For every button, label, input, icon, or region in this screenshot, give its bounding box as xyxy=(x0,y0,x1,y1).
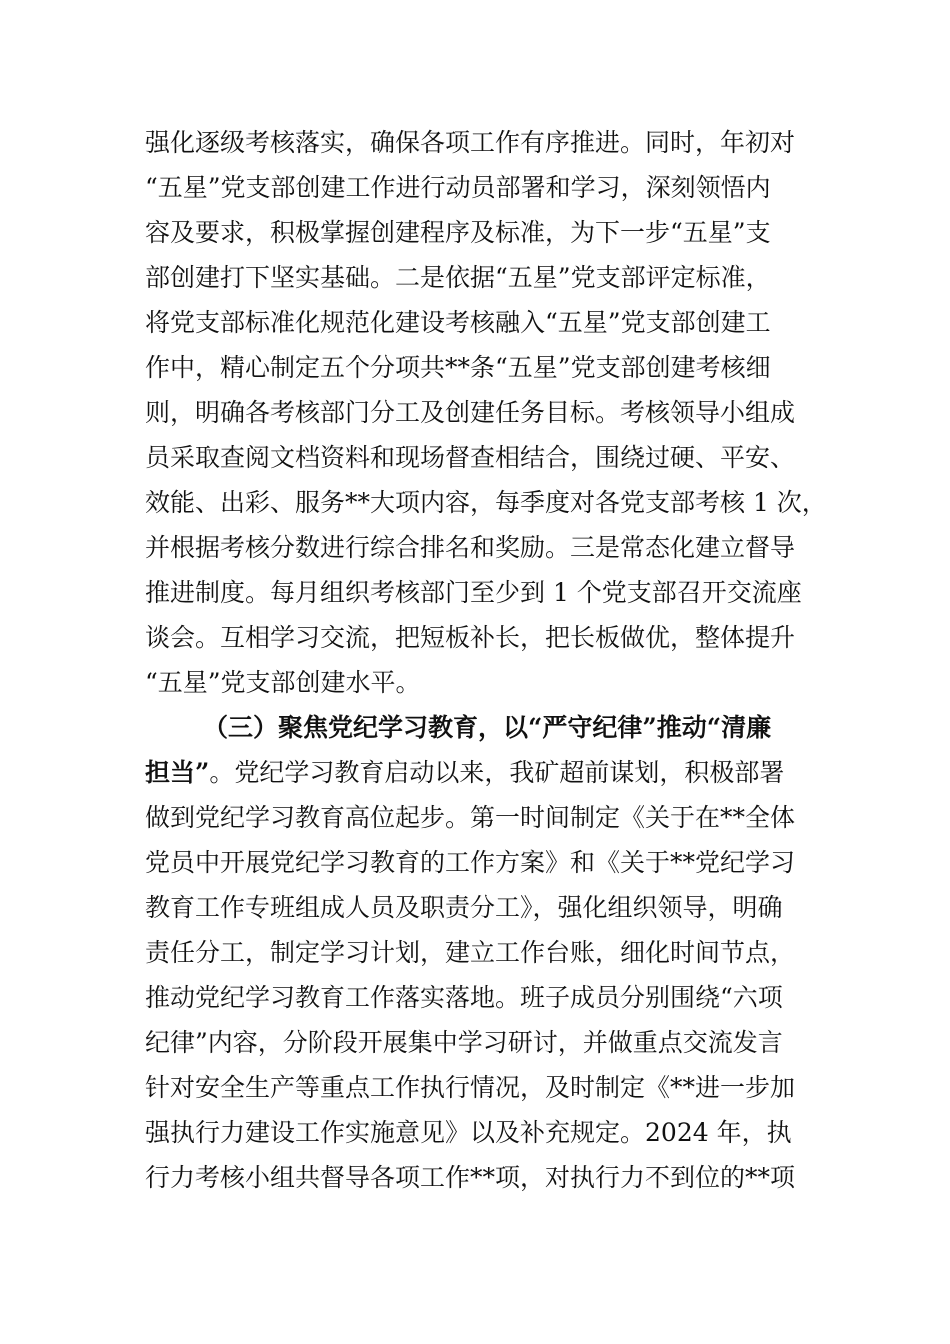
text-segment: 。党纪学习教育启动以来，我矿超前谋划，积极部署 xyxy=(209,758,785,787)
text-line: 行力考核小组共督导各项工作**项，对执行力不到位的**项 xyxy=(145,1163,796,1192)
text-line: 党员中开展党纪学习教育的工作方案》和《关于**党纪学习 xyxy=(145,848,796,877)
text-line: 做到党纪学习教育高位起步。第一时间制定《关于在**全体 xyxy=(145,803,796,832)
text-line: 容及要求，积极掌握创建程序及标准，为下一步“五星”支 xyxy=(145,218,771,247)
text-line: 效能、出彩、服务**大项内容，每季度对各党支部考核 1 次， xyxy=(145,488,827,517)
text-line: 并根据考核分数进行综合排名和奖励。三是常态化建立督导 xyxy=(145,533,796,562)
section-heading: （三）聚焦党纪学习教育，以“严守纪律”推动“清廉 xyxy=(203,713,772,742)
text-line: 责任分工，制定学习计划，建立工作台账，细化时间节点， xyxy=(145,938,796,967)
text-line: 作中，精心制定五个分项共**条“五星”党支部创建考核细 xyxy=(145,353,771,382)
text-line: 推进制度。每月组织考核部门至少到 1 个党支部召开交流座 xyxy=(145,578,802,607)
text-line: 则，明确各考核部门分工及创建任务目标。考核领导小组成 xyxy=(145,398,796,427)
text-line: 针对安全生产等重点工作执行情况，及时制定《**进一步加 xyxy=(145,1073,796,1102)
text-line: 强执行力建设工作实施意见》以及补充规定。2024 年，执 xyxy=(145,1118,792,1147)
paragraph-five-star-assessment xyxy=(145,120,827,705)
section-heading-continued: 担当” xyxy=(145,758,210,787)
text-line: 部创建打下坚实基础。二是依据“五星”党支部评定标准， xyxy=(145,263,771,292)
text-line xyxy=(145,750,815,795)
text-line: 谈会。互相学习交流，把短板补长，把长板做优，整体提升 xyxy=(145,623,796,652)
paragraph-party-discipline xyxy=(145,705,815,1200)
text-line: 员采取查阅文档资料和现场督查相结合，围绕过硬、平安、 xyxy=(145,443,796,472)
text-line: 推动党纪学习教育工作落实落地。班子成员分别围绕“六项 xyxy=(145,983,783,1012)
text-line: 将党支部标准化规范化建设考核融入“五星”党支部创建工 xyxy=(145,308,771,337)
text-line: “五星”党支部创建工作进行动员部署和学习，深刻领悟内 xyxy=(145,173,771,202)
text-line: 强化逐级考核落实，确保各项工作有序推进。同时，年初对 xyxy=(145,128,796,157)
document-body xyxy=(145,120,827,1200)
text-line: 教育工作专班组成人员及职责分工》，强化组织领导，明确 xyxy=(145,893,783,922)
text-line: 纪律”内容，分阶段开展集中学习研讨，并做重点交流发言 xyxy=(145,1028,783,1057)
text-line: “五星”党支部创建水平。 xyxy=(145,668,421,697)
